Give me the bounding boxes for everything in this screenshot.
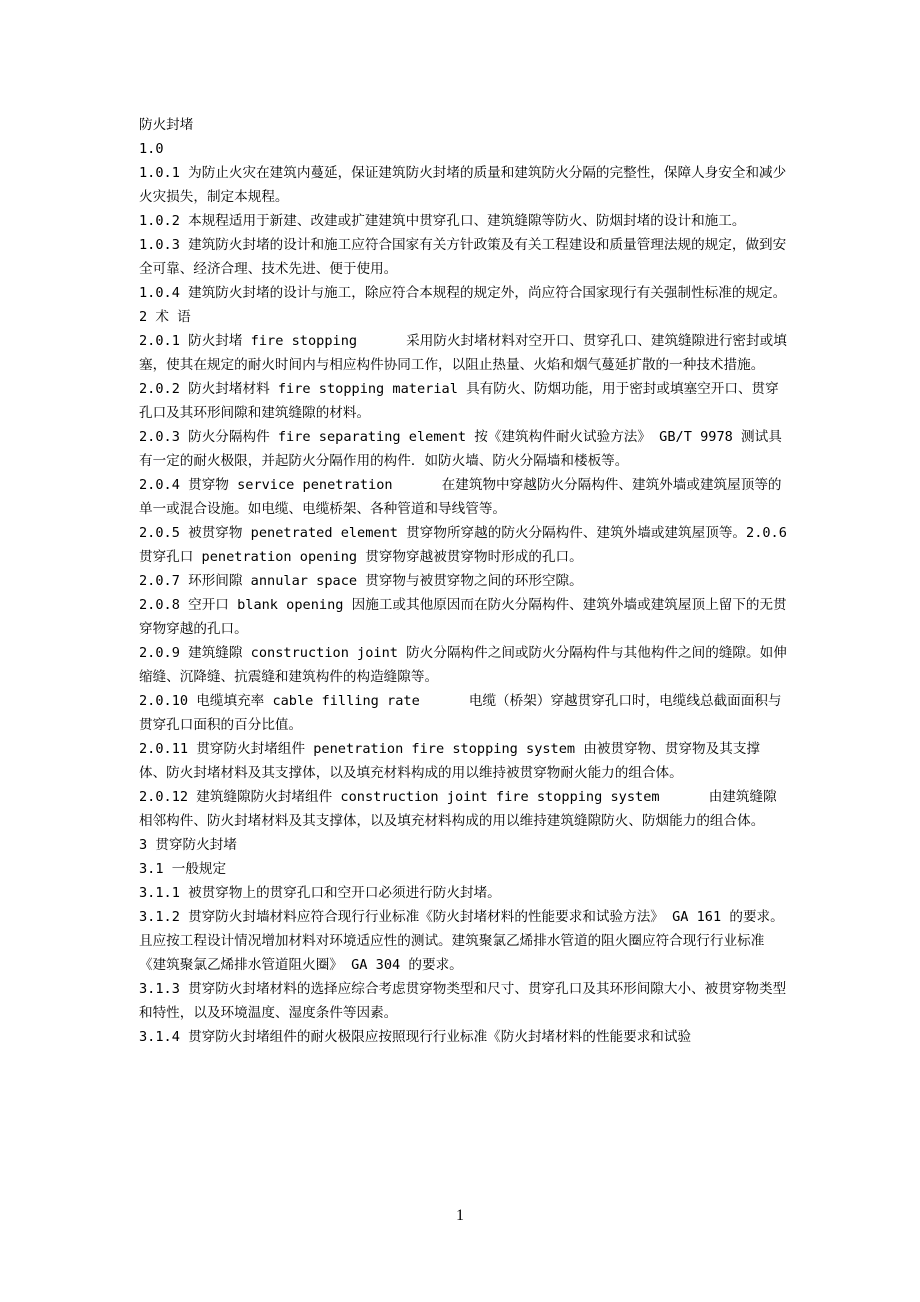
clause-2-0-11: 2.0.11 贯穿防火封堵组件 penetration fire stopping system 由被贯穿物、贯穿物及其支撑体、防火封堵材料及其支撑体，以及填充材料构成的用以维持被贯穿物耐火能力的组合体。 xyxy=(139,741,761,781)
clause-1-0-3: 1.0.3 建筑防火封堵的设计和施工应符合国家有关方针政策及有关工程建设和质量管理法规的规定，做到安全可靠、经济合理、技术先进、便于使用。 xyxy=(139,237,787,277)
clause-2-0-8: 2.0.8 空开口 blank opening 因施工或其他原因而在防火分隔构件、建筑外墙或建筑屋顶上留下的无贯穿物穿越的孔口。 xyxy=(139,597,787,637)
clause-2-0-1: 2.0.1 防火封堵 fire stopping 采用防火封堵材料对空开口、贯穿孔口、建筑缝隙进行密封或填塞，使其在规定的耐火时间内与相应构件协同工作，以阻止热量、火焰和烟气蔓延扩散的一种技术措施。 xyxy=(139,333,787,373)
clause-2-0-9: 2.0.9 建筑缝隙 construction joint 防火分隔构件之间或防火分隔构件与其他构件之间的缝隙。如伸缩缝、沉降缝、抗震缝和建筑构件的构造缝隙等。 xyxy=(139,645,787,685)
doc-title: 防火封堵 xyxy=(139,117,194,133)
section-heading-3: 3 贯穿防火封堵 xyxy=(139,837,237,853)
section-heading-3-1: 3.1 一般规定 xyxy=(139,861,227,877)
clause-1-0-4: 1.0.4 建筑防火封堵的设计与施工，除应符合本规程的规定外，尚应符合国家现行有关强制性标准的规定。 xyxy=(139,285,787,301)
clause-1-0-2: 1.0.2 本规程适用于新建、改建或扩建建筑中贯穿孔口、建筑缝隙等防火、防烟封堵的设计和施工。 xyxy=(139,213,746,229)
clause-3-1-4: 3.1.4 贯穿防火封堵组件的耐火极限应按照现行行业标准《防火封堵材料的性能要求和试验 xyxy=(139,1029,692,1045)
clause-3-1-1: 3.1.1 被贯穿物上的贯穿孔口和空开口必须进行防火封堵。 xyxy=(139,885,501,901)
clause-2-0-4: 2.0.4 贯穿物 service penetration 在建筑物中穿越防火分隔构件、建筑外墙或建筑屋顶等的单一或混合设施。如电缆、电缆桥架、各种管道和导线管等。 xyxy=(139,477,782,517)
document-body xyxy=(139,113,796,1049)
page-number: 1 xyxy=(456,1207,464,1224)
section-heading-2: 2 术 语 xyxy=(139,309,191,325)
clause-2-0-2: 2.0.2 防火封堵材料 fire stopping material 具有防火、防烟功能，用于密封或填塞空开口、贯穿孔口及其环形间隙和建筑缝隙的材料。 xyxy=(139,381,779,421)
clause-2-0-5: 2.0.5 被贯穿物 penetrated element 贯穿物所穿越的防火分隔构件、建筑外墙或建筑屋顶等。2.0.6 贯穿孔口 penetration opening 贯穿物穿越被贯穿物时形成的孔口。 xyxy=(139,525,796,565)
clause-3-1-2: 3.1.2 贯穿防火封墙材料应符合现行行业标准《防火封堵材料的性能要求和试验方法》 GA 161 的要求。且应按工程设计情况增加材料对环境适应性的测试。建筑聚氯乙烯排水管道的阻火圈应符合现行行业标准《建筑聚氯乙烯排水管道阻火圈》 GA 304 的要求。 xyxy=(139,909,784,973)
clause-2-0-12: 2.0.12 建筑缝隙防火封堵组件 construction joint fire stopping system 由建筑缝隙相邻构件、防火封堵材料及其支撑体，以及填充材料构成的用以维持建筑缝隙防火、防烟能力的组合体。 xyxy=(139,789,777,829)
section-heading-1-0: 1.0 xyxy=(139,141,164,157)
clause-3-1-3: 3.1.3 贯穿防火封堵材料的选择应综合考虑贯穿物类型和尺寸、贯穿孔口及其环形间隙大小、被贯穿物类型和特性，以及环境温度、湿度条件等因素。 xyxy=(139,981,787,1021)
clause-2-0-10: 2.0.10 电缆填充率 cable filling rate 电缆（桥架）穿越贯穿孔口时，电缆线总截面面积与贯穿孔口面积的百分比值。 xyxy=(139,693,782,733)
clause-2-0-3: 2.0.3 防火分隔构件 fire separating element 按《建筑构件耐火试验方法》 GB/T 9978 测试具有一定的耐火极限，并起防火分隔作用的构件．如防火墙、防火分隔墙和楼板等。 xyxy=(139,429,782,469)
clause-2-0-7: 2.0.7 环形间隙 annular space 贯穿物与被贯穿物之间的环形空隙。 xyxy=(139,573,583,589)
clause-1-0-1: 1.0.1 为防止火灾在建筑内蔓延，保证建筑防火封堵的质量和建筑防火分隔的完整性，保障人身安全和减少火灾损失，制定本规程。 xyxy=(139,165,787,205)
